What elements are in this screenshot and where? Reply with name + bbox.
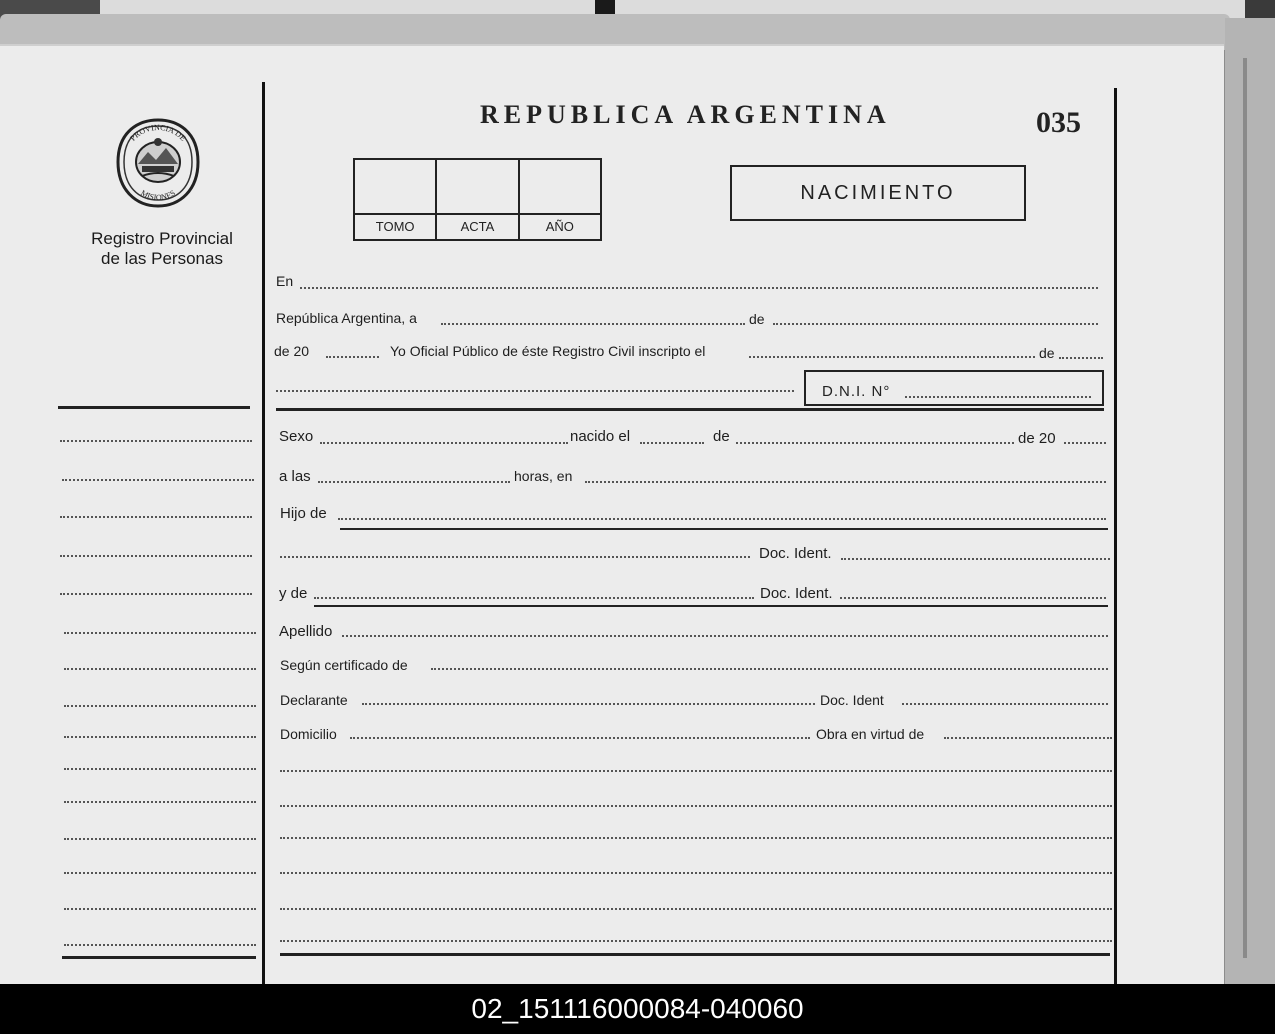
- label-de-1: de: [749, 311, 765, 327]
- label-de-20b: de 20: [1018, 430, 1056, 447]
- registry-line-2: de las Personas: [101, 249, 223, 268]
- margin-line: [64, 768, 256, 770]
- registry-line-1: Registro Provincial: [91, 229, 233, 248]
- page-title: REPUBLICA ARGENTINA: [480, 100, 891, 129]
- margin-line: [64, 736, 256, 738]
- seal-bottom-text: MISIONES: [139, 188, 177, 203]
- field-mes[interactable]: [773, 323, 1098, 325]
- label-de-2: de: [1039, 345, 1055, 361]
- label-de-3: de: [713, 428, 730, 445]
- label-en: En: [276, 273, 294, 289]
- observation-line[interactable]: [280, 770, 1112, 772]
- registry-name: [62, 229, 262, 269]
- section-rule-2: [340, 528, 1108, 530]
- label-apellido: Apellido: [279, 623, 333, 640]
- anio-label: AÑO: [520, 213, 600, 239]
- dni-box: [804, 370, 1104, 406]
- margin-rule-bottom: [62, 956, 256, 959]
- label-de-20: de 20: [274, 343, 310, 359]
- margin-divider: [262, 82, 265, 984]
- field-nacido-mes[interactable]: [736, 442, 1014, 444]
- label-doc-1: Doc. Ident.: [759, 545, 832, 562]
- anio-field[interactable]: [520, 160, 600, 239]
- label-doc-3: Doc. Ident: [820, 692, 884, 708]
- acta-field[interactable]: [437, 160, 519, 239]
- label-hijo: Hijo de: [280, 505, 327, 522]
- binder-side: [1225, 18, 1275, 984]
- margin-line: [60, 555, 252, 557]
- label-nacido: nacido el: [570, 428, 631, 445]
- observation-line[interactable]: [280, 837, 1112, 839]
- margin-line: [64, 705, 256, 707]
- field-anio[interactable]: [326, 356, 379, 358]
- margin-line: [64, 944, 256, 946]
- observation-line[interactable]: [280, 805, 1112, 807]
- field-padre-doc[interactable]: [841, 558, 1110, 560]
- margin-line: [64, 801, 256, 803]
- label-doc-2: Doc. Ident.: [760, 585, 833, 602]
- label-a-las: a las: [279, 468, 311, 485]
- margin-line: [64, 872, 256, 874]
- field-certificado[interactable]: [431, 668, 1108, 670]
- seal-top-text: PROVINCIA DE: [128, 122, 188, 143]
- label-oficial: Yo Oficial Público de éste Registro Civil inscripto el: [390, 343, 706, 359]
- field-lugar[interactable]: [585, 481, 1106, 483]
- label-dni: D.N.I. N°: [822, 383, 891, 400]
- field-dia[interactable]: [441, 323, 745, 325]
- label-obra: Obra en virtud de: [816, 726, 925, 742]
- margin-line: [60, 516, 252, 518]
- field-madre-doc[interactable]: [840, 597, 1106, 599]
- label-sexo: Sexo: [279, 428, 314, 445]
- label-declarante: Declarante: [280, 692, 348, 708]
- field-nacido-dia[interactable]: [640, 442, 704, 444]
- margin-line: [62, 479, 254, 481]
- section-rule-3: [314, 605, 1108, 607]
- record-reference-box: [353, 158, 602, 241]
- field-declarante-doc[interactable]: [902, 703, 1108, 705]
- label-y-de: y de: [279, 585, 308, 602]
- field-nacido-anio[interactable]: [1064, 442, 1106, 444]
- margin-line: [64, 838, 256, 840]
- section-rule-bottom: [280, 953, 1110, 956]
- right-border: [1114, 88, 1117, 984]
- field-domicilio[interactable]: [350, 737, 810, 739]
- margin-line: [64, 632, 256, 634]
- field-padre[interactable]: [338, 518, 1106, 520]
- observation-line[interactable]: [280, 872, 1112, 874]
- acta-label: ACTA: [437, 213, 517, 239]
- margin-line: [64, 908, 256, 910]
- tomo-label: TOMO: [355, 213, 435, 239]
- field-inscripto[interactable]: [749, 356, 1035, 358]
- field-madre[interactable]: [314, 597, 754, 599]
- field-apellido[interactable]: [342, 635, 1108, 637]
- svg-text:MISIONES: [139, 188, 177, 202]
- label-domicilio: Domicilio: [280, 726, 337, 742]
- field-en[interactable]: [300, 287, 1098, 289]
- margin-line: [64, 668, 256, 670]
- field-declarante[interactable]: [362, 703, 815, 705]
- tomo-field[interactable]: [355, 160, 437, 239]
- image-caption: 02_151116000084-040060: [0, 984, 1275, 1034]
- field-oficial-nombre[interactable]: [276, 390, 794, 392]
- margin-line: [60, 593, 252, 595]
- observation-line[interactable]: [280, 940, 1112, 942]
- section-rule-1: [276, 408, 1104, 411]
- field-obra[interactable]: [944, 737, 1112, 739]
- margin-line: [60, 440, 252, 442]
- label-republica: República Argentina, a: [276, 310, 417, 326]
- field-sexo[interactable]: [320, 442, 568, 444]
- record-type-box: NACIMIENTO: [730, 165, 1026, 221]
- field-inscripto-mes[interactable]: [1059, 357, 1103, 359]
- label-segun: Según certificado de: [280, 657, 408, 673]
- page-number: 035: [1036, 106, 1081, 139]
- field-padre-cont[interactable]: [280, 556, 750, 558]
- field-hora[interactable]: [318, 481, 510, 483]
- provincial-seal-icon: [108, 112, 208, 212]
- margin-rule-top: [58, 406, 250, 409]
- label-horas: horas, en: [514, 468, 573, 484]
- observation-line[interactable]: [280, 908, 1112, 910]
- field-dni[interactable]: [905, 396, 1091, 398]
